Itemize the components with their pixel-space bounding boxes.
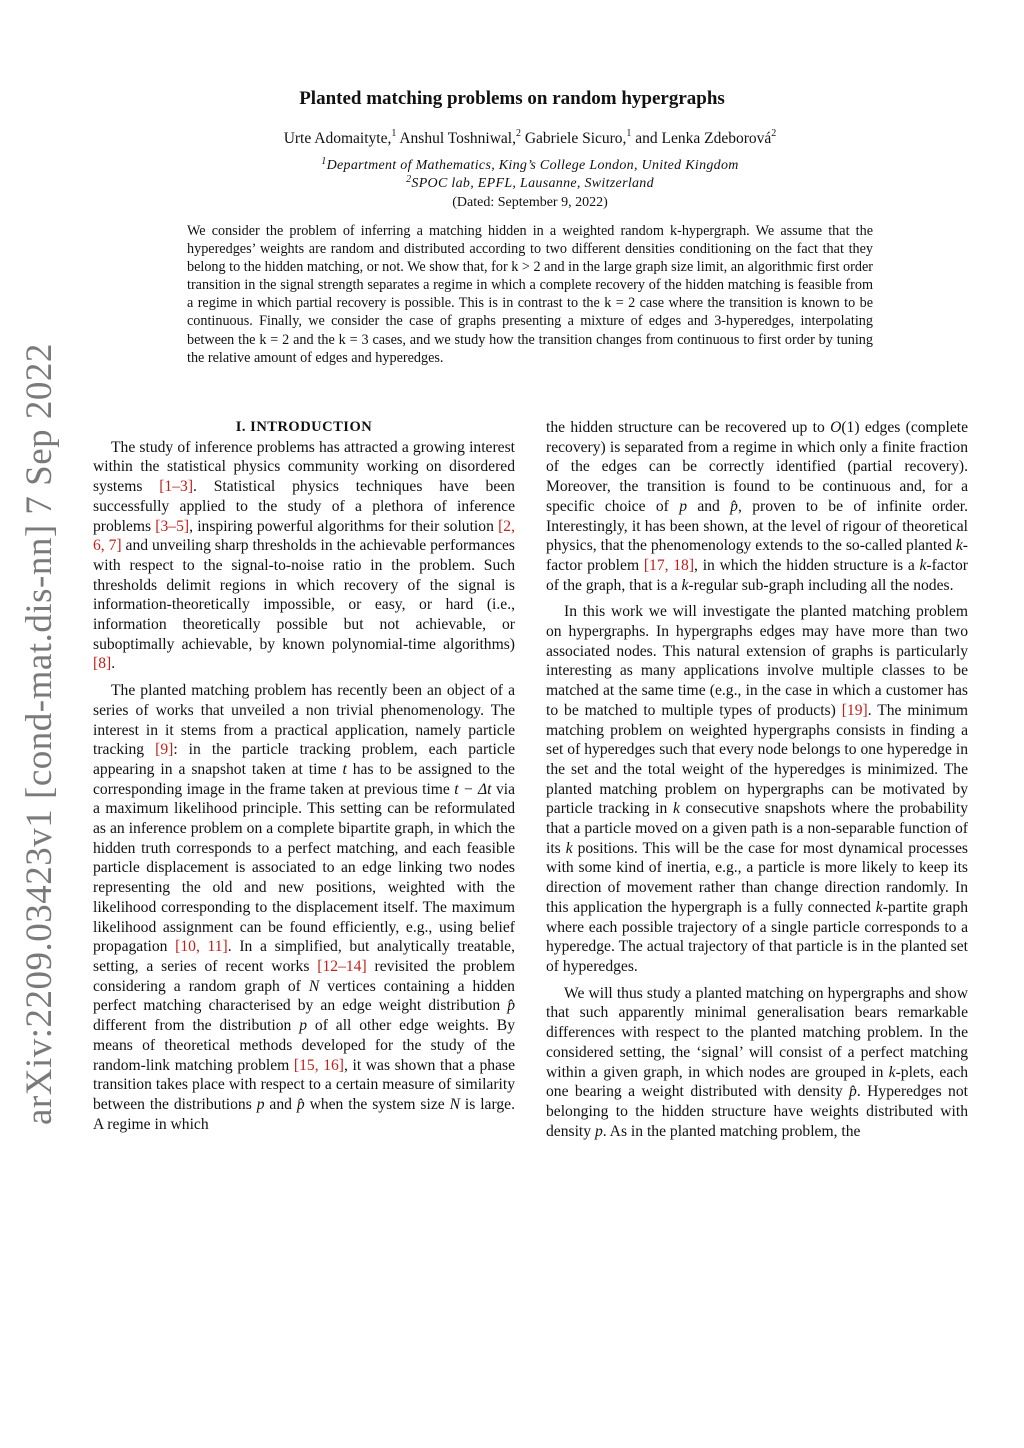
body-paragraph: We will thus study a planted matching on hypergraphs and show that such apparently minimal generalisation bears remarkable differences with respect to the planted matching problem. In the considered setting, the ‘signal’ will consist of a perfect matching within a given graph, in which nodes are grouped in k-plets, each one bearing a weight distributed with density p̂. Hyperedges not belonging to the hidden structure have weights distributed with density p. As in the planted matching problem, the <box>546 984 968 1140</box>
author-list <box>0 130 1024 148</box>
math-symbol: N <box>449 1095 460 1113</box>
citation-link[interactable]: [2, 6, 7] <box>93 517 515 555</box>
math-symbol: t <box>342 760 347 778</box>
right-column <box>546 418 968 1141</box>
math-symbol: t − Δt <box>454 780 492 798</box>
body-paragraph: The planted matching problem has recently been an object of a series of works that unveiled a non trivial phenomenology. The interest in it stems from a practical application, namely particle tracking [9]: in the particle tracking problem, each particle appearing in a snapshot taken at time t has to be assigned to the corresponding image in the frame taken at previous time t − Δt via a maximum likelihood principle. This setting can be reformulated as an inference problem on a complete bipartite graph, in which the hidden truth corresponds to a perfect matching, and each feasible particle displacement is associated to an edge linking two nodes representing the old and new positions, weighted with the likelihood corresponding to the displacement itself. The maximum likelihood assignment can be found efficiently, e.g., using belief propagation [10, 11]. In a simplified, but analytically treatable, setting, a series of recent works [12–14] revisited the problem considering a random graph of N vertices containing a hidden perfect matching characterised by an edge weight distribution p̂ different from the distribution p of all other edge weights. By means of theoretical methods developed for the study of the random-link matching problem [15, 16], it was shown that a phase transition takes place with respect to a certain measure of similarity between the distributions p and p̂ when the system size N is large. A regime in which <box>93 682 516 1133</box>
math-symbol: k <box>565 839 573 857</box>
citation-link[interactable]: [17, 18] <box>643 556 695 574</box>
math-symbol: O <box>830 419 842 436</box>
citation-link[interactable]: [15, 16] <box>293 1056 345 1074</box>
left-column-body <box>93 438 515 1135</box>
body-paragraph: the hidden structure can be recovered up to O(1) edges (complete recovery) is separated from a regime in which only a finite fraction of the edges can be correctly identified (partial recovery). Moreover, the transition is found to be continuous and, for a specific choice of p and p̂, proven to be of infinite order. Interestingly, it has been shown, at the level of rigour of theoretical physics, that the phenomenology extends to the so-called planted k-factor problem [17, 18], in which the hidden structure is a k-factor of the graph, that is a k-regular sub-graph including all the nodes. <box>546 419 968 594</box>
body-paragraph: The study of inference problems has attracted a growing interest within the statistical physics community working on disordered systems [1–3]. Statistical physics techniques have been successfully applied to the study of a plethora of inference problems [3–5], inspiring powerful algorithms for their solution [2, 6, 7] and unveiling sharp thresholds in the achievable performances with respect to the signal-to-noise ratio in the problem. Such thresholds delimit regions in which recovery of the signal is information-theoretically impossible, or easy, or hard (i.e., information theoretically possible but not achievable, or suboptimally achievable, by known polynomial-time algorithms) [8]. <box>93 438 515 673</box>
affiliation-number: 2 <box>406 174 412 185</box>
math-symbol: p̂ <box>730 497 738 515</box>
math-symbol: k <box>919 556 927 574</box>
author-name: Anshul Toshniwal, <box>399 130 516 147</box>
math-symbol: p̂ <box>296 1095 305 1113</box>
affiliation-1 <box>0 158 1024 174</box>
author-name: Urte Adomaityte, <box>283 130 392 147</box>
math-symbol: p <box>679 497 687 515</box>
affiliation-text: SPOC lab, EPFL, Lausanne, Switzerland <box>411 176 654 191</box>
math-symbol: k <box>888 1063 896 1081</box>
math-symbol: k <box>672 800 680 818</box>
math-symbol: p <box>594 1122 603 1140</box>
left-column <box>93 418 515 1134</box>
math-symbol: k <box>955 537 963 555</box>
affiliation-text: Department of Mathematics, King’s College London, United Kingdom <box>326 158 739 173</box>
abstract: We consider the problem of inferring a matching hidden in a weighted random k-hypergraph. We assume that the hyperedges’ weights are random and distributed according to two different densities conditioning on the fact that they belong to the hidden matching, or not. We show that, for k > 2 and in the large graph size limit, an algorithmic first order transition in the signal strength separates a regime in which a complete recovery of the hidden matching is feasible from a regime in which partial recovery is possible. This is in contrast to the k = 2 case where the transition is known to be continuous. Finally, we consider the case of graphs presenting a mixture of edges and 3-hyperedges, interpolating between the k = 2 and the k = 3 cases, and we study how the transition changes from continuous to first order by tuning the relative amount of edges and hyperedges. <box>187 223 873 366</box>
body-paragraph: In this work we will investigate the planted matching problem on hypergraphs. In hypergraphs edges may have more than two associated nodes. This natural extension of graphs is particularly interesting as many applications involve multiple classes to be matched at the same time (e.g., in the case in which a customer has to be matched to multiple types of products) [19]. The minimum matching problem on weighted hypergraphs consists in finding a set of hyperedges such that every node belongs to one hyperedge in the set and the total weight of the hyperedges is minimized. The planted matching problem on hypergraphs can be motivated by particle tracking in k consecutive snapshots where the probability that a particle moved on a given path is a non-separable function of its k positions. This will be the case for most dynamical processes with some kind of inertia, e.g., a particle is more likely to keep its direction of movement rather than change direction randomly. In this application the hypergraph is a fully connected k-partite graph where each possible trajectory of a single particle corresponds to a hyperedge. The actual trajectory of that particle is in the planted set of hyperedges. <box>546 603 968 975</box>
dated-line: (Dated: September 9, 2022) <box>452 195 608 210</box>
affiliation-2 <box>0 176 1024 192</box>
math-symbol: k <box>681 576 689 594</box>
citation-link[interactable]: [10, 11] <box>175 938 228 956</box>
math-symbol: p̂ <box>849 1083 857 1101</box>
author-affiliation-mark: 1 <box>626 128 632 139</box>
author-name: Gabriele Sicuro, <box>524 130 627 147</box>
citation-link[interactable]: [1–3] <box>159 478 194 496</box>
citation-link[interactable]: [12–14] <box>317 957 367 975</box>
math-symbol: p̂ <box>507 997 515 1015</box>
citation-link[interactable]: [19] <box>841 701 868 719</box>
author-affiliation-mark: 1 <box>391 128 397 139</box>
arxiv-identifier[interactable]: arXiv:2209.03423v1 [cond-mat.dis-nn] 7 Sep 2022 <box>19 343 60 1125</box>
right-column-body <box>546 418 968 1141</box>
citation-link[interactable]: [8] <box>93 655 112 673</box>
math-symbol: N <box>308 977 320 995</box>
math-symbol: p <box>299 1017 308 1035</box>
affiliation-number: 1 <box>321 156 327 167</box>
author-affiliation-mark: 2 <box>515 128 521 139</box>
math-symbol: p <box>256 1095 265 1113</box>
section-heading: I. INTRODUCTION <box>235 419 373 435</box>
author-affiliation-mark: 2 <box>771 128 777 139</box>
citation-link[interactable]: [9] <box>155 741 174 759</box>
citation-link[interactable]: [3–5] <box>155 517 190 535</box>
author-name: and Lenka Zdeborová <box>635 130 772 147</box>
math-symbol: k <box>875 898 883 916</box>
paper-title: Planted matching problems on random hypergraphs <box>299 88 725 109</box>
